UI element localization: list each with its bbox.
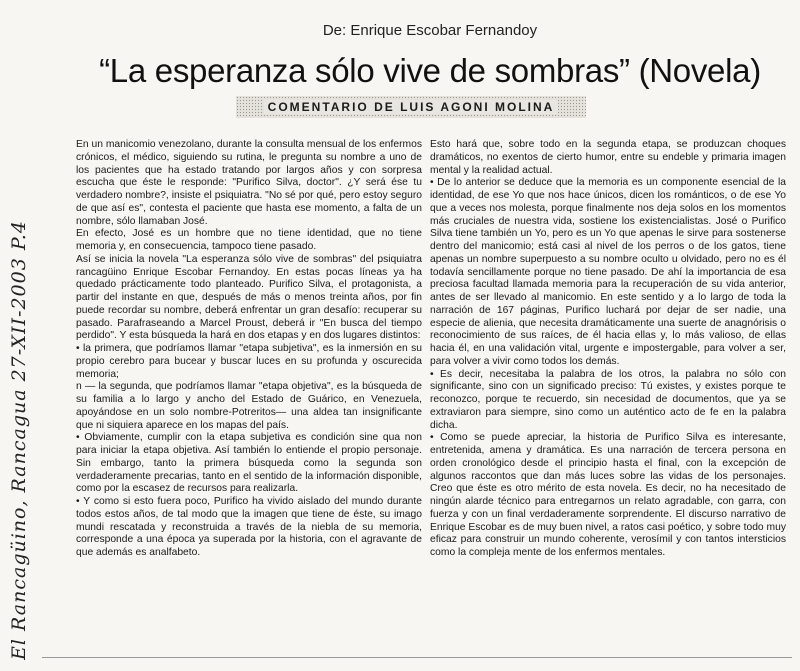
- paragraph: • Es decir, necesitaba la palabra de los otros, la palabra no sólo con significante, sino con un significado preciso: Tú existes, y existes porque te reconozco, porque te recuerdo, sin necesidad de documentos, que ya se extraviaron para siempre, sino como un auténtico acto de fe en la palabra dicha.: [430, 368, 786, 431]
- paragraph: Así se inicia la novela "La esperanza sólo vive de sombras" del psiquiatra rancagüino Enrique Escobar Fernandoy. En estas pocas líneas ya ha quedado prácticamente todo planteado. Purifico Silva, el protagonista, a partir del instante en que, después de más o menos treinta años, por fin puede recordar su nombre, deberá enfrentar un gran desafío: recuperar su pasado. Parafraseando a Marcel Proust, deberá ir "En busca del tiempo perdido". Y esta búsqueda la hará en dos etapas y en dos lugares distintos:: [76, 253, 422, 342]
- commentary-label: COMENTARIO DE LUIS AGONI MOLINA: [264, 100, 559, 114]
- right-column: [430, 139, 786, 560]
- paragraph: • la primera, que podríamos llamar "etapa subjetiva", es la inmersión en su propio cerebro para bucear y buscar luces en su profunda y oscurecida memoria;: [76, 343, 422, 380]
- article-title: “La esperanza sólo vive de sombras” (Novela): [99, 52, 761, 89]
- article-byline: De: Enrique Escobar Fernandoy: [322, 22, 538, 39]
- paragraph: En efecto, José es un hombre que no tiene identidad, que no tiene memoria y, en consecuencia, tampoco tiene pasado.: [76, 228, 422, 252]
- left-column: [76, 139, 422, 560]
- handwritten-note-text: El Rancagüino, Rancagua 27-XII-2003 P.4: [8, 220, 30, 660]
- paragraph: • De lo anterior se deduce que la memoria es un componente esencial de la identidad, de ese Yo que nos hace únicos, dicen los románticos, o de ese Yo que a veces nos molesta, porque finalmente nos deja solos en los momentos más cruciales de nuestra vida, sostiene los existencialistas. José o Purifico Silva tiene también un Yo, pero es un Yo que apenas le sirve para sostenerse dentro del manicomio; está casi al nivel de los perros o de los gatos, tiene apenas un nombre superpuesto a su nombre oculto u olvidado, pero no es él todavía sencillamente porque no tiene pasado. De ahí la importancia de esa preciosa facultad llamada memoria para la recuperación de su vida anterior, antes de ser llevado al manicomio. En este sentido y a lo largo de toda la narración de 167 páginas, Purifico luchará por dejar de ser nadie, una especie de alienia, que necesita dramáticamente una suerte de anagnórisis o reconocimiento de sus raíces, de él hacia ellas y, lo más valioso, de ellas hacia él, en una validación vital, urgente e impostergable, para volver a ser, para volver a vivir como todos los demás.: [430, 177, 786, 367]
- paragraph: n — la segunda, que podríamos llamar "etapa objetiva", es la búsqueda de su familia a lo largo y ancho del Estado de Guárico, en Venezuela, apoyándose en un solo nombre-Potreritos— una aldea tan insignificante que ni siquiera aparece en los mapas del país.: [76, 381, 422, 431]
- handwritten-source-note: [2, 220, 36, 660]
- paragraph: Esto hará que, sobre todo en la segunda etapa, se produzcan choques dramáticos, no exentos de cierto humor, entre su endeble y primaria imagen mental y la realidad actual.: [430, 139, 786, 176]
- paragraph: • Como se puede apreciar, la historia de Purifico Silva es interesante, entretenida, amena y dramática. Es una narración de tercera persona en orden cronológico desde el principio hasta el final, con la excepción de algunos raccontos que dan más luces sobre las vidas de los personajes. Creo que éste es otro mérito de esta novela. Es decir, no ha necesitado de ningún alarde técnico para entregarnos un relato agradable, con garra, con fuerza y con un final verdaderamente sorprendente. El discurso narrativo de Enrique Escobar es de muy buen nivel, a ratos casi poético, y sobre todo muy eficaz para construir un mundo coherente, verosímil y con tantos intersticios como la compleja mente de los enfermos mentales.: [430, 432, 786, 558]
- paragraph: • Obviamente, cumplir con la etapa subjetiva es condición sine qua non para iniciar la etapa objetiva. Así también lo entiende el propio personaje. Sin embargo, tanto la primera búsqueda como la segunda son verdaderamente precarias, tanto en el sentido de la información disponible, como por la escasez de recursos para realizarla.: [76, 432, 422, 495]
- clipping-bottom-edge: [42, 657, 792, 658]
- commentary-banner: [236, 96, 586, 118]
- paragraph: • Y como si esto fuera poco, Purifico ha vivido aislado del mundo durante todos estos años, de tal modo que la imagen que tiene de éste, su imago mundi rescatada y reconstruida a través de la niebla de su memoria, corresponde a una época ya superada por la historia, con el agravante de que además es analfabeto.: [76, 496, 422, 558]
- paragraph: En un manicomio venezolano, durante la consulta mensual de los enfermos crónicos, el médico, siguiendo su rutina, le pregunta su nombre a uno de los pacientes que ha estado tratando por largos años y con sorpresa escucha que éste le responde: "Purifico Silva, doctor". ¿Y será ése tu verdadero nombre?, insiste el psiquiatra. "No sé por qué, pero estoy seguro de que así es", contesta el paciente que hasta ese momento, a falta de un nombre, sólo llamaban José.: [76, 139, 422, 227]
